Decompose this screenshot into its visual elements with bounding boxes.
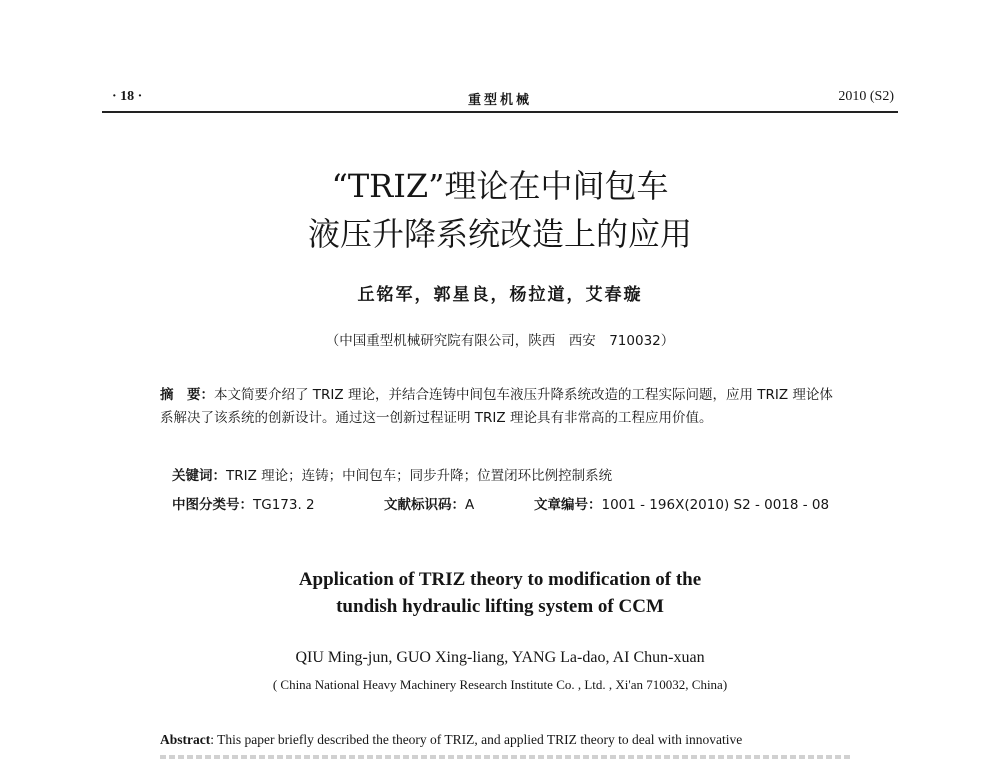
article-label: 文章编号： bbox=[534, 497, 602, 513]
title-cn bbox=[100, 162, 900, 258]
page-number: · 18 · bbox=[112, 89, 143, 104]
doc-label: 文献标识码： bbox=[384, 497, 465, 513]
affiliation-en: ( China National Heavy Machinery Research Institute Co. , Ltd. , Xi'an 710032, China) bbox=[272, 677, 728, 692]
keywords-cn bbox=[172, 464, 612, 484]
abstract-en-label: Abstract bbox=[160, 732, 211, 747]
title-en bbox=[0, 566, 1000, 620]
title-cn-line2: 液压升降系统改造上的应用 bbox=[307, 215, 692, 253]
title-en-line2: tundish hydraulic lifting system of CCM bbox=[336, 596, 664, 617]
authors-cn: 丘铭军，郭星良，杨拉道，艾春璇 bbox=[357, 285, 643, 305]
journal-name: 重型机械 bbox=[467, 93, 532, 108]
issue-label: 2010 (S2) bbox=[838, 89, 894, 104]
title-en-line1: Application of TRIZ theory to modification of the bbox=[298, 569, 702, 590]
keywords-text: TRIZ 理论；连铸；中间包车；同步升降；位置闭环比例控制系统 bbox=[226, 468, 613, 484]
title-cn-line1: “TRIZ”理论在中间包车 bbox=[331, 167, 669, 205]
article-number bbox=[534, 493, 829, 513]
keywords-label: 关键词： bbox=[172, 468, 226, 484]
cropped-text-line bbox=[160, 752, 850, 760]
authors-en: QIU Ming-jun, GUO Xing-liang, YANG La-dao, AI Chun-xuan bbox=[295, 649, 705, 666]
article-value: 1001 - 196X(2010) S2 - 0018 - 08 bbox=[601, 497, 830, 513]
clc-number bbox=[172, 493, 384, 513]
affiliation-cn: （中国重型机械研究院有限公司，陕西 西安 710032） bbox=[325, 333, 675, 349]
abstract-en bbox=[160, 728, 850, 751]
abstract-cn-label: 摘 要： bbox=[160, 387, 214, 403]
document-code bbox=[384, 493, 534, 513]
clc-value: TG173. 2 bbox=[253, 497, 315, 513]
abstract-cn bbox=[160, 384, 842, 430]
doc-value: A bbox=[465, 497, 475, 513]
classification-line bbox=[172, 493, 852, 513]
running-header bbox=[102, 85, 898, 113]
abstract-cn-text: 本文简要介绍了 TRIZ 理论，并结合连铸中间包车液压升降系统改造的工程实际问题，应用 TRIZ 理论体系解决了该系统的创新设计。通过这一创新过程证明 TRIZ 理论具有非常高的工程应用价值。 bbox=[160, 387, 833, 426]
abstract-en-text: : This paper briefly described the theory of TRIZ, and applied TRIZ theory to deal with innovative bbox=[210, 732, 743, 747]
clc-label: 中图分类号： bbox=[172, 497, 253, 513]
